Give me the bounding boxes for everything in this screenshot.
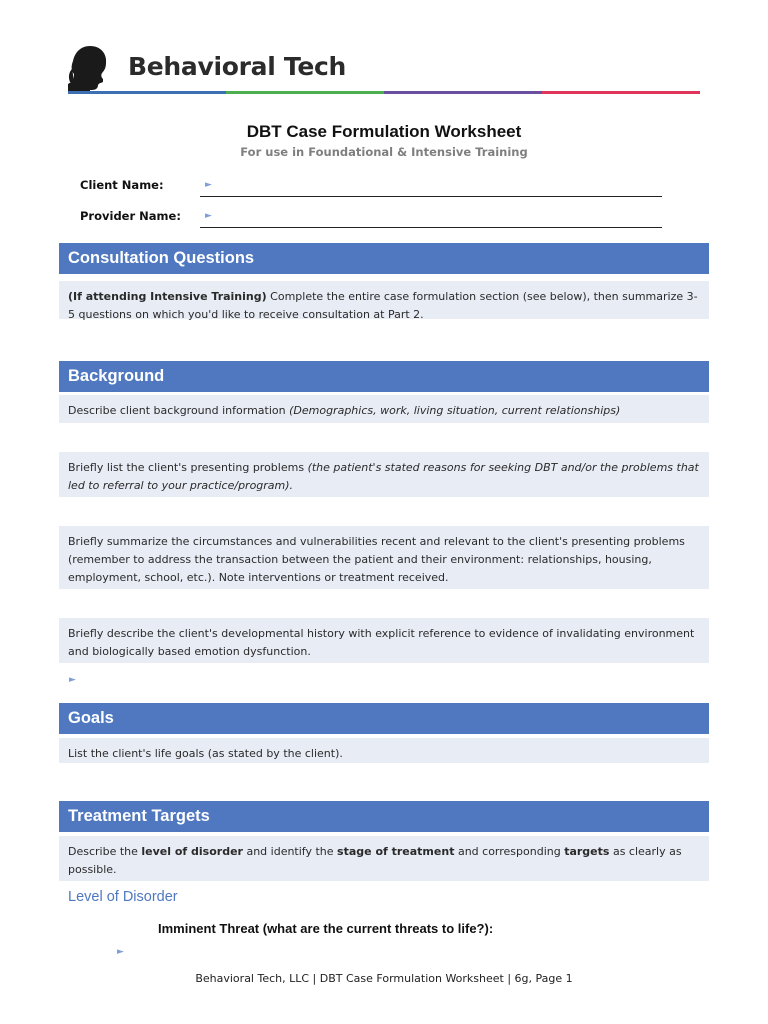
background-prompt-info [59, 395, 709, 423]
provider-name-row [80, 207, 662, 229]
accent-bar-red [542, 91, 700, 94]
client-name-field[interactable] [200, 176, 662, 197]
head-silhouette-icon [68, 44, 114, 94]
arrow-marker-icon: ► [205, 211, 212, 221]
consultation-prompt-bold: (If attending Intensive Training) [68, 290, 267, 303]
background-prompt-info-text: Describe client background information [68, 404, 290, 417]
section-header-background: Background [59, 361, 709, 392]
accent-bar-green [226, 91, 384, 94]
client-name-row [80, 176, 662, 198]
accent-bar-purple [384, 91, 542, 94]
background-prompt-history: Briefly describe the client's developmental history with explicit reference to evidence of invalidating environment and biologically based emotion dysfunction. [59, 618, 709, 663]
targets-prompt-text: and identify the [242, 845, 338, 858]
page-footer: Behavioral Tech, LLC | DBT Case Formulation Worksheet | 6g, Page 1 [195, 972, 573, 985]
targets-prompt-bold: stage of treatment [337, 845, 455, 858]
targets-prompt-text: as clearly as possible. [68, 845, 682, 876]
section-header-goals: Goals [59, 703, 709, 734]
document-title: DBT Case Formulation Worksheet [246, 122, 522, 141]
logo-text: Behavioral Tech [128, 52, 346, 81]
section-header-treatment-targets: Treatment Targets [59, 801, 709, 832]
section-header-consultation: Consultation Questions [59, 243, 709, 274]
background-prompt-problems [59, 452, 709, 497]
background-prompt-problems-text: Briefly list the client's presenting problems [68, 461, 308, 474]
background-prompt-problems-italic: (the patient's stated reasons for seeking DBT and/or the problems that led to referral to your practice/program). [68, 461, 699, 492]
arrow-marker-icon: ► [69, 675, 76, 685]
provider-name-field[interactable] [200, 207, 662, 228]
targets-prompt-text: Describe the [68, 845, 142, 858]
targets-prompt-text: and corresponding [454, 845, 565, 858]
targets-prompt-bold: targets [564, 845, 610, 858]
client-name-label: Client Name: [80, 178, 164, 192]
consultation-prompt [59, 281, 709, 319]
imminent-threat-label: Imminent Threat (what are the current threats to life?): [158, 921, 494, 936]
document-subtitle: For use in Foundational & Intensive Training [240, 145, 528, 159]
accent-bar-blue [68, 91, 226, 94]
logo-header [68, 44, 708, 94]
arrow-marker-icon: ► [205, 180, 212, 190]
level-of-disorder-heading: Level of Disorder [68, 889, 178, 905]
consultation-prompt-text: Complete the entire case formulation section (see below), then summarize 3-5 questions on which you'd like to receive consultation at Part 2. [68, 290, 698, 321]
provider-name-label: Provider Name: [80, 209, 181, 223]
targets-prompt-bold: level of disorder [141, 845, 243, 858]
goals-prompt: List the client's life goals (as stated by the client). [59, 738, 709, 763]
arrow-marker-icon: ► [117, 947, 124, 957]
background-prompt-info-italic: (Demographics, work, living situation, current relationships) [289, 404, 621, 417]
targets-prompt [59, 836, 709, 881]
background-prompt-circumstances: Briefly summarize the circumstances and vulnerabilities recent and relevant to the client's presenting problems (remember to address the transaction between the patient and their environment: relationships, housing, employment, school, etc.). Note interventions or treatment received. [59, 526, 709, 589]
